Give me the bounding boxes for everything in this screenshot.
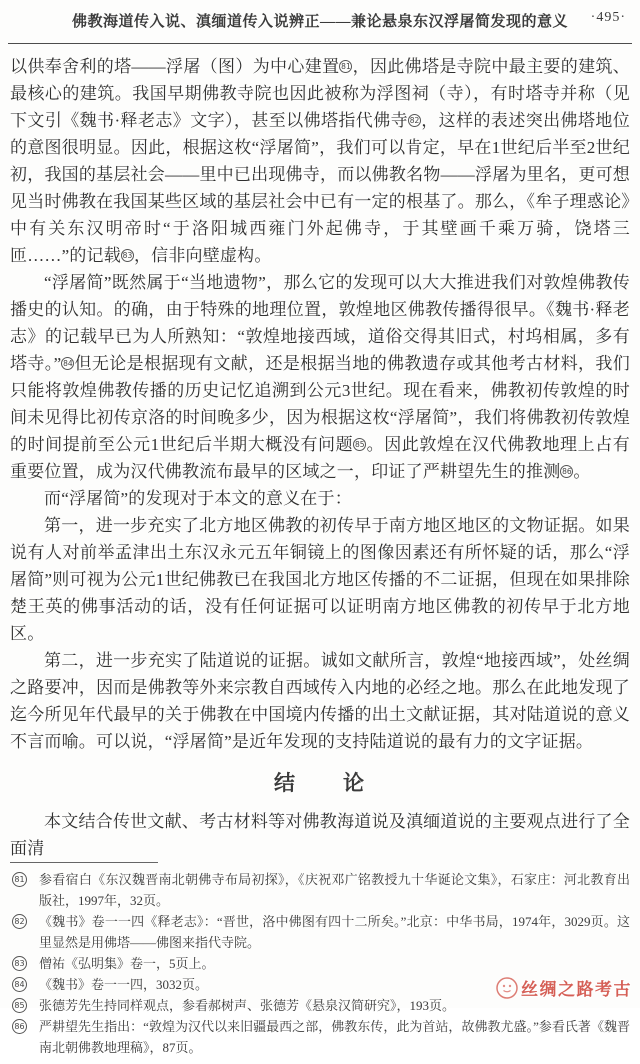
paragraph: 而“浮屠简”的发现对于本文的意义在于： [44,489,352,508]
footnote-divider [10,862,158,863]
footnote-text: 张德芳先生持同样观点，参看郝树声、张德芳《悬泉汉简研究》，193页。 [39,998,456,1013]
page-header [0,0,640,36]
footnote-text: 参看宿白《东汉魏晋南北朝佛寺布局初探》，《庆祝邓广铭教授九十华诞论文集》，石家庄：河北教育出版社，1997年，32页。 [39,872,630,908]
footnote-item [10,953,630,974]
footnote-item [10,995,630,1016]
footnote-block [0,862,640,1064]
watermark-text: 丝绸之路考古 [521,980,632,999]
paragraph: “浮屠简”既然属于“当地遗物”，那么它的发现可以大大推进我们对敦煌佛教传播史的认知。的确，由于特殊的地理位置，敦煌地区佛教传播得很早。《魏书·释老志》的记载早已为人所熟知：“敦煌地接西域，道俗交得其旧式，村坞相属，多有塔寺。” 84 但无论是根据现有文献，还是根据当地的佛教遗存或其他考古材料，我们只能将敦煌佛教传播的历史记忆追溯到公元3世纪。现在看来，佛教初传敦煌的时间未见得比初传京洛的时间晚多少，因为根据这枚“浮屠简”，我们将佛教初传敦煌的时间提前至公元1世纪后半期大概没有问题 85 。因此敦煌在汉代佛教地理上占有重要位置，成为汉代佛教流布最早的区域之一，印证了严耕望先生的推测 86 。 [10,273,631,481]
paragraph: 本文结合传世文献、考古材料等对佛教海道说及滇缅道说的主要观点进行了全面清 [10,812,630,858]
footnote-text: 僧祐《弘明集》卷一，5页上。 [39,956,215,971]
conclusion-heading-label: 结 论 [274,771,366,795]
footnote-item [10,911,630,953]
footnote-ref: 85 [354,440,365,449]
footnote-ref: 84 [63,359,73,368]
footnote-number: 86 [12,1019,27,1034]
footnote-item [10,869,630,911]
footnote-item [10,974,630,995]
footnote-number: 85 [12,998,27,1013]
paragraph: 以供奉舍利的塔——浮屠（图）为中心建置 81 ，因此佛塔是寺院中最主要的建筑、最核心的建筑。我国早期佛教寺院也因此被称为浮图祠（寺），有时塔寺并称（见下文引《魏书·释老志》文字），甚至以佛塔指代佛寺 82 ，这样的表述突出佛塔地位的意图很明显。因此，根据这枚“浮屠简”，我们可以肯定，早在1世纪后半至2世纪初，我国的基层社会——里中已出现佛寺，而以佛教名物——浮屠为里名，更可想见当时佛教在我国某些区域的基层社会中已有一定的根基了。那么，《牟子理惑论》中有关东汉明帝时“于洛阳城西雍门外起佛寺，于其壁画千乘万骑，饶塔三匝……”的记载 83 ，信非向壁虚构。 [10,57,630,265]
footnote-text: 《魏书》卷一一四，3032页。 [39,977,209,992]
footnote-list [10,869,630,1058]
footnote-ref: 82 [409,116,420,125]
footnote-number: 82 [12,914,27,929]
footnote-text: 严耕望先生指出：“敦煌为汉代以来旧疆最西之部，佛教东传，此为首站，故佛教尤盛。”参看氏著《魏晋南北朝佛教地理稿》，87页。 [39,1019,630,1055]
conclusion-heading [0,767,640,797]
footnote-ref: 81 [341,62,351,71]
page-number: ·495· [590,10,626,25]
footnote-item [10,1016,630,1058]
paragraph: 第一，进一步充实了北方地区佛教的初传早于南方地区地区的文物证据。如果说有人对前举孟津出土东汉永元五年铜镜上的图像因素还有所怀疑的话，那么“浮屠简”则可视为公元1世纪佛教已在我国北方地区传播的不二证据，但现在如果排除楚王英的佛事活动的话，没有任何证据可以证明南方地区佛教的初传早于北方地区。 [10,516,630,643]
footnote-number: 83 [12,956,27,971]
footnote-ref: 83 [122,251,133,260]
running-title: 佛教海道传入说、滇缅道传入说辨正——兼论悬泉东汉浮屠简发现的意义 [71,14,568,30]
footnote-number: 84 [12,977,27,992]
footnote-number: 81 [12,872,27,887]
conclusion-paragraphs [0,799,640,862]
body-paragraphs [0,44,640,755]
footnote-ref: 86 [562,467,572,476]
footnote-text: 《魏书》卷一一四《释老志》：“晋世，洛中佛图有四十二所矣。”北京：中华书局，1974年，3029页。这里显然是用佛塔——佛图来指代寺院。 [39,914,630,950]
paragraph: 第二，进一步充实了陆道说的证据。诚如文献所言，敦煌“地接西域”，处丝绸之路要冲，因而是佛教等外来宗教自西域传入内地的必经之地。那么在此地发现了迄今所见年代最早的关于佛教在中国境内传播的出土文献证据，其对陆道说的意义不言而喻。可以说，“浮屠简”是近年发现的支持陆道说的最有力的文字证据。 [10,651,630,751]
